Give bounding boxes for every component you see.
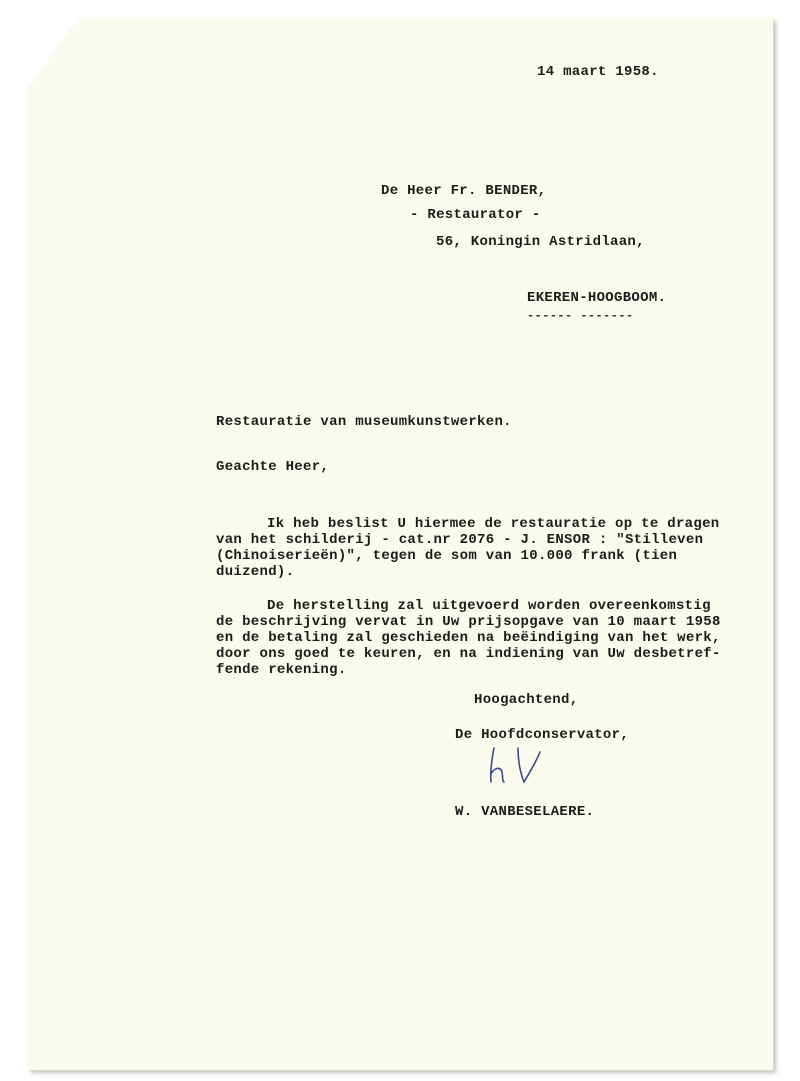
letter-subject: Restauratie van museumkunstwerken. <box>216 414 512 430</box>
city-underline: ------ ------- <box>527 309 634 323</box>
signatory-name: W. VANBESELAERE. <box>455 804 595 820</box>
recipient-street: 56, Koningin Astridlaan, <box>436 234 645 250</box>
recipient-role: - Restaurator - <box>410 207 541 223</box>
recipient-name: De Heer Fr. BENDER, <box>381 183 547 199</box>
handwritten-signature <box>486 744 546 786</box>
recipient-city: EKEREN-HOOGBOOM. <box>527 290 667 306</box>
paragraph2-line: de beschrijving vervat in Uw prijsopgave van 10 maart 1958 <box>216 614 721 630</box>
paragraph1-line: Ik heb beslist U hiermee de restauratie op te dragen <box>267 516 720 532</box>
paragraph2-line: fende rekening. <box>216 662 347 678</box>
signatory-title: De Hoofdconservator, <box>455 727 630 743</box>
letter-date: 14 maart 1958. <box>537 64 659 80</box>
letter-salutation: Geachte Heer, <box>216 459 330 475</box>
paragraph2-line: De herstelling zal uitgevoerd worden overeenkomstig <box>267 598 711 614</box>
letter-closing: Hoogachtend, <box>474 692 579 708</box>
paragraph1-line: (Chinoiserieën)", tegen de som van 10.000 frank (tien <box>216 548 678 564</box>
paper-corner-fold <box>28 18 78 88</box>
paragraph1-line: van het schilderij - cat.nr 2076 - J. ENSOR : "Stilleven <box>216 532 704 548</box>
paragraph2-line: door ons goed te keuren, en na indiening van Uw desbetref- <box>216 646 721 662</box>
paragraph1-line: duizend). <box>216 564 295 580</box>
paragraph2-line: en de betaling zal geschieden na beëindiging van het werk, <box>216 630 721 646</box>
